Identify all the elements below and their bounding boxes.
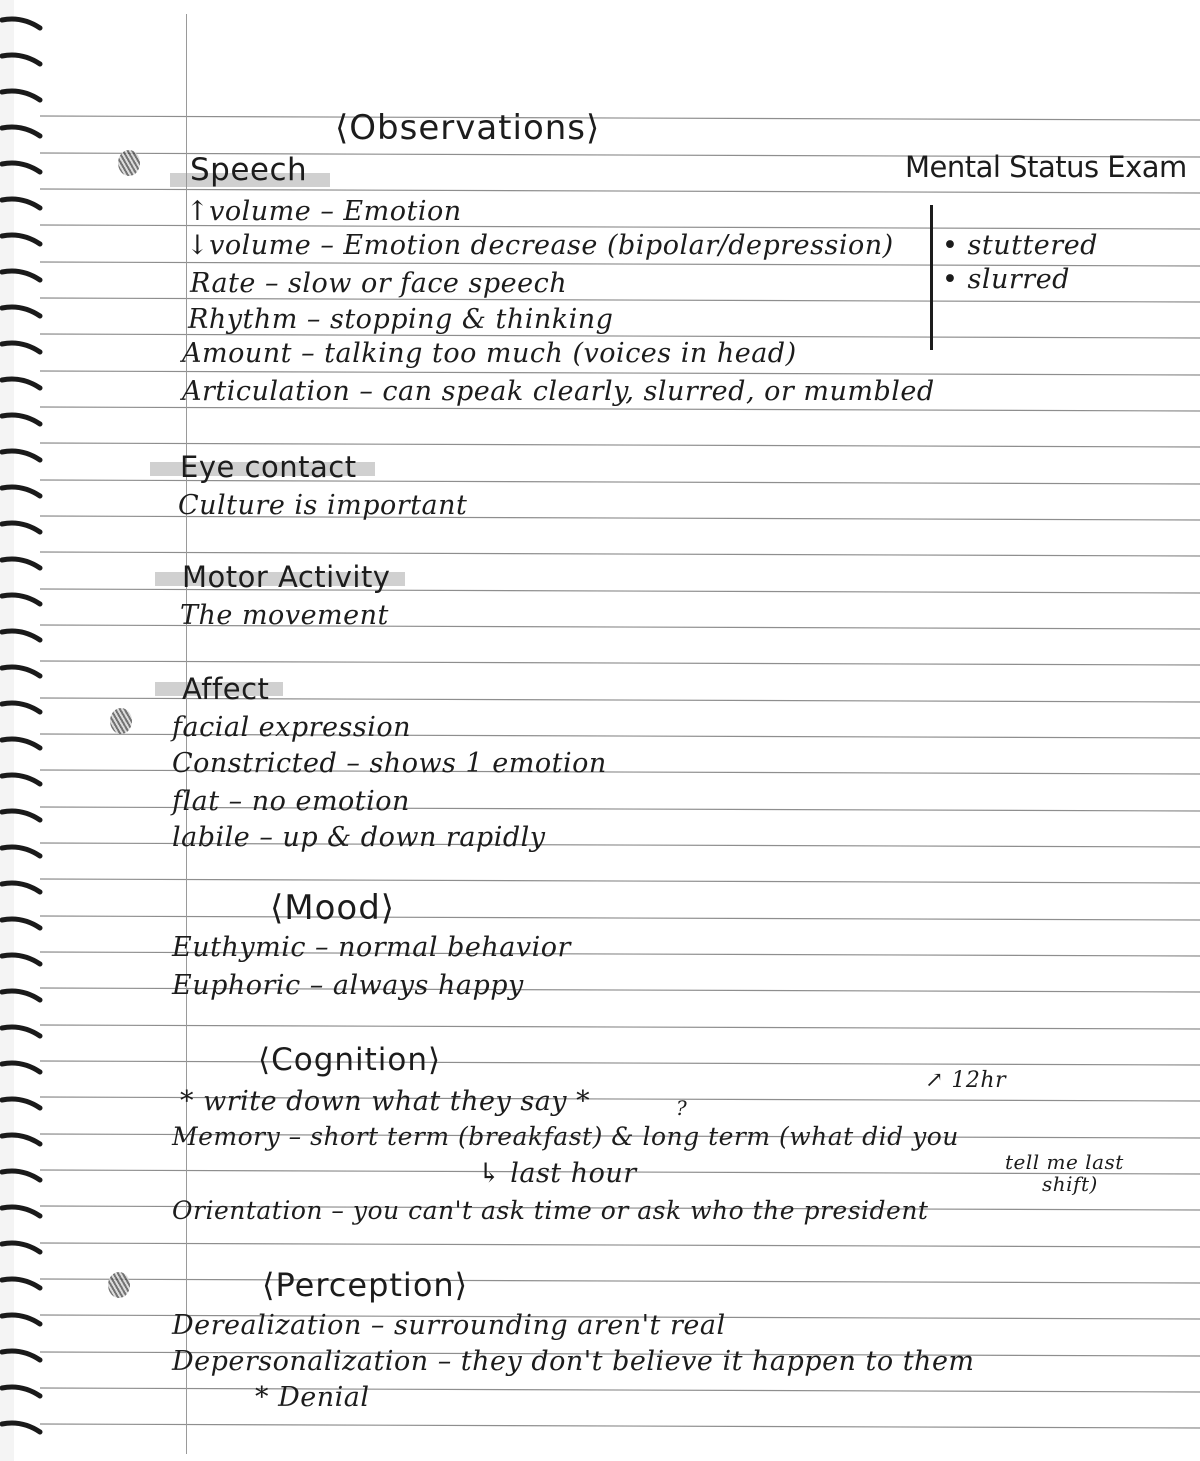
affect-line: facial expression	[172, 712, 412, 743]
eye-contact-heading: Eye contact	[180, 450, 357, 484]
perception-heading: ⟨Perception⟩	[262, 1266, 469, 1304]
last-hour-note: ↳ last hour	[478, 1158, 637, 1189]
cognition-question-mark: ?	[676, 1096, 688, 1120]
page-title: Mental Status Exam	[905, 150, 1187, 184]
orientation-line: Orientation – you can't ask time or ask who the president	[172, 1196, 929, 1225]
side-note: • slurred	[942, 264, 1070, 295]
cognition-note: * write down what they say *	[180, 1086, 591, 1117]
hole-mark	[108, 1272, 130, 1298]
speech-line: ↑volume – Emotion	[186, 196, 462, 227]
twelve-hour-note: ↗ 12hr	[925, 1068, 1007, 1093]
perception-line: Depersonalization – they don't believe it happen to them	[172, 1346, 975, 1377]
speech-line: Rate – slow or face speech	[190, 268, 568, 299]
affect-line: labile – up & down rapidly	[172, 822, 546, 853]
affect-line: flat – no emotion	[172, 786, 410, 817]
motor-activity-line: The movement	[180, 600, 389, 631]
hole-mark	[110, 708, 132, 734]
speech-line: Amount – talking too much (voices in head)	[182, 338, 797, 369]
memory-line-cont: tell me last	[1005, 1150, 1124, 1174]
cognition-heading: ⟨Cognition⟩	[258, 1042, 442, 1078]
mood-line: Euphoric – always happy	[172, 970, 524, 1001]
speech-line: Rhythm – stopping & thinking	[188, 304, 614, 335]
speech-heading: Speech	[190, 152, 308, 188]
memory-line-cont2: shift)	[1042, 1172, 1098, 1196]
spiral-binding	[0, 0, 60, 1461]
eye-contact-line: Culture is important	[178, 490, 468, 521]
observations-heading: ⟨Observations⟩	[335, 108, 601, 148]
speech-line: ↓volume – Emotion decrease (bipolar/depression)	[186, 230, 894, 261]
side-note-divider	[930, 205, 933, 350]
motor-activity-heading: Motor Activity	[182, 560, 391, 594]
mood-line: Euthymic – normal behavior	[172, 932, 571, 963]
affect-line: Constricted – shows 1 emotion	[172, 748, 607, 779]
mood-heading: ⟨Mood⟩	[270, 888, 396, 928]
memory-line: Memory – short term (breakfast) & long term (what did you	[172, 1122, 959, 1151]
hole-mark	[118, 150, 140, 176]
speech-line: Articulation – can speak clearly, slurred, or mumbled	[182, 376, 935, 407]
affect-heading: Affect	[182, 672, 270, 706]
perception-line: Derealization – surrounding aren't real	[172, 1310, 726, 1341]
perception-note: * Denial	[255, 1382, 370, 1413]
side-note: • stuttered	[942, 230, 1098, 261]
